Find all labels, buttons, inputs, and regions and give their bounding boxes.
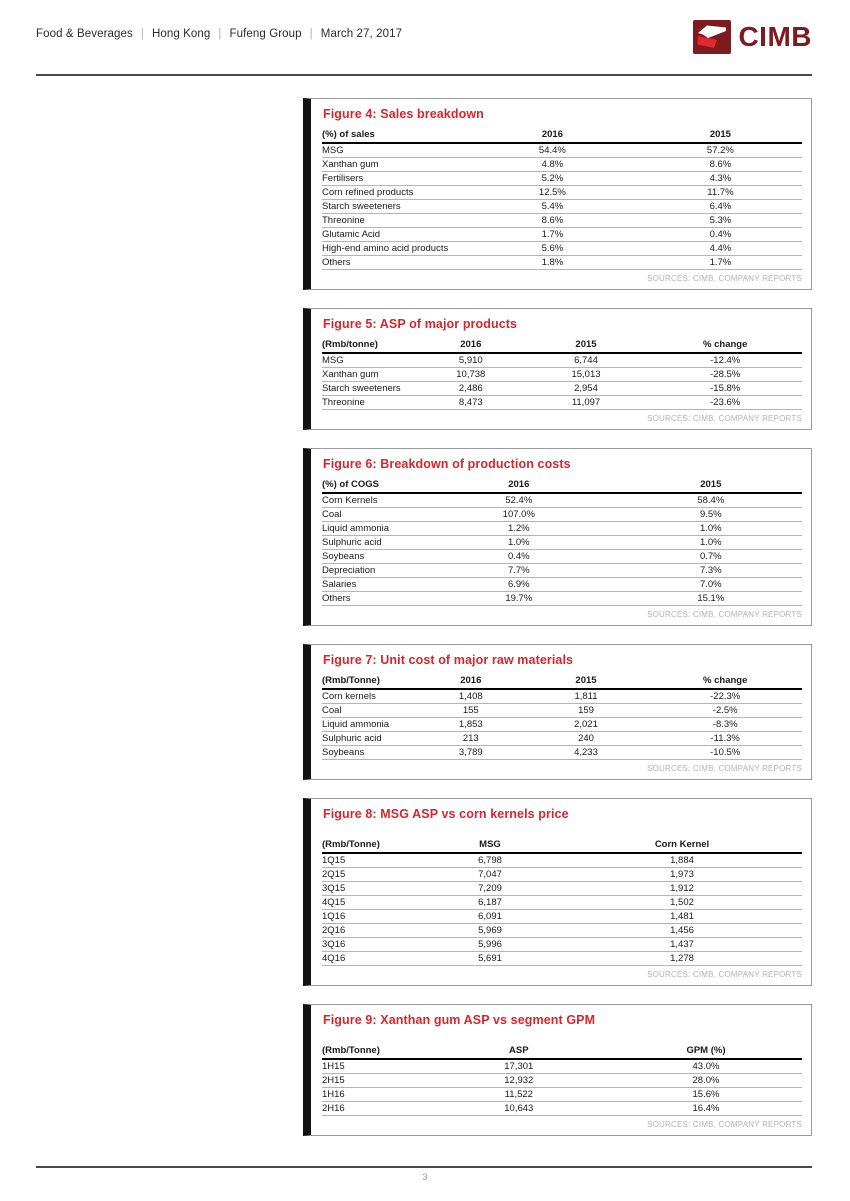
table-cell: 15.1% — [620, 592, 802, 606]
header-divider — [36, 74, 812, 76]
table-cell: 0.4% — [639, 228, 802, 242]
table-row — [322, 143, 802, 158]
page-number: 3 — [422, 1172, 428, 1183]
table-row — [322, 522, 802, 536]
table-row — [322, 924, 802, 938]
table-cell: Threonine — [322, 396, 418, 410]
column-header: 2015 — [639, 127, 802, 143]
table-cell: 159 — [524, 704, 649, 718]
table-row — [322, 853, 802, 868]
table-cell: 1,408 — [418, 689, 524, 704]
table-cell: 2H16 — [322, 1102, 428, 1116]
breadcrumb-date: March 27, 2017 — [320, 28, 403, 40]
source-note: SOURCES: CIMB, COMPANY REPORTS — [647, 970, 802, 979]
table-row — [322, 746, 802, 760]
column-header: ASP — [428, 1043, 610, 1059]
table-cell: 1,456 — [562, 924, 802, 938]
table-cell: 11,522 — [428, 1088, 610, 1102]
table-cell: Soybeans — [322, 746, 418, 760]
table-row — [322, 1102, 802, 1116]
table-cell: 6.9% — [418, 578, 620, 592]
table-cell: 1,811 — [524, 689, 649, 704]
table-cell: 0.4% — [418, 550, 620, 564]
figure-box — [303, 308, 812, 430]
table-cell: 4,233 — [524, 746, 649, 760]
table-cell: -15.8% — [648, 382, 802, 396]
table-cell: 7.0% — [620, 578, 802, 592]
column-header: 2016 — [466, 127, 639, 143]
table-header-row — [322, 837, 802, 853]
table-cell: -10.5% — [648, 746, 802, 760]
table-cell: 2,954 — [524, 382, 649, 396]
breadcrumb-company: Fufeng Group — [229, 28, 302, 40]
column-header: (Rmb/Tonne) — [322, 837, 418, 853]
table-cell: Corn refined products — [322, 186, 466, 200]
column-header: 2015 — [524, 337, 649, 353]
figure-table — [322, 837, 802, 966]
breadcrumb-separator: | — [218, 28, 222, 40]
table-cell: -8.3% — [648, 718, 802, 732]
table-header-row — [322, 1043, 802, 1059]
table-row — [322, 396, 802, 410]
table-cell: 10,738 — [418, 368, 524, 382]
table-cell: 1.0% — [620, 522, 802, 536]
table-cell: 19.7% — [418, 592, 620, 606]
column-header: 2015 — [524, 673, 649, 689]
table-cell: 1H16 — [322, 1088, 428, 1102]
table-cell: 7.3% — [620, 564, 802, 578]
figures-container — [303, 98, 812, 1154]
table-cell: Starch sweeteners — [322, 382, 418, 396]
table-cell: 1,278 — [562, 952, 802, 966]
table-cell: 11,097 — [524, 396, 649, 410]
table-row — [322, 952, 802, 966]
table-cell: 3Q16 — [322, 938, 418, 952]
table-cell: 4Q16 — [322, 952, 418, 966]
figure-table — [322, 337, 802, 410]
table-row — [322, 938, 802, 952]
table-cell: Threonine — [322, 214, 466, 228]
table-cell: 107.0% — [418, 508, 620, 522]
table-cell: Others — [322, 256, 466, 270]
column-header: 2016 — [418, 337, 524, 353]
source-note: SOURCES: CIMB, COMPANY REPORTS — [647, 1120, 802, 1129]
table-row — [322, 536, 802, 550]
table-cell: 4.3% — [639, 172, 802, 186]
figure-title: Figure 5: ASP of major products — [323, 317, 518, 331]
table-row — [322, 1088, 802, 1102]
source-note: SOURCES: CIMB, COMPANY REPORTS — [647, 274, 802, 283]
table-row — [322, 172, 802, 186]
table-cell: 1,437 — [562, 938, 802, 952]
table-cell: Salaries — [322, 578, 418, 592]
table-header-row — [322, 337, 802, 353]
table-cell: 2,486 — [418, 382, 524, 396]
table-cell: 15,013 — [524, 368, 649, 382]
table-row — [322, 368, 802, 382]
breadcrumb-separator: | — [140, 28, 144, 40]
column-header: 2016 — [418, 673, 524, 689]
table-cell: 7,047 — [418, 868, 562, 882]
breadcrumb-region: Hong Kong — [151, 28, 211, 40]
table-header-row — [322, 673, 802, 689]
column-header: GPM (%) — [610, 1043, 802, 1059]
table-row — [322, 718, 802, 732]
table-cell: 1,884 — [562, 853, 802, 868]
table-cell: Glutamic Acid — [322, 228, 466, 242]
table-cell: 6.4% — [639, 200, 802, 214]
table-row — [322, 256, 802, 270]
column-header: (Rmb/tonne) — [322, 337, 418, 353]
figure-title: Figure 4: Sales breakdown — [323, 107, 484, 121]
table-row — [322, 689, 802, 704]
source-note: SOURCES: CIMB, COMPANY REPORTS — [647, 764, 802, 773]
table-cell: 1.2% — [418, 522, 620, 536]
table-cell: Sulphuric acid — [322, 536, 418, 550]
cimb-logo-text: CIMB — [738, 21, 812, 52]
table-cell: 6,798 — [418, 853, 562, 868]
table-cell: 11.7% — [639, 186, 802, 200]
table-cell: -28.5% — [648, 368, 802, 382]
table-row — [322, 732, 802, 746]
figure-box — [303, 448, 812, 626]
breadcrumb-sector: Food & Beverages — [36, 28, 133, 40]
table-cell: Starch sweeteners — [322, 200, 466, 214]
table-cell: -23.6% — [648, 396, 802, 410]
figure-box — [303, 798, 812, 986]
table-cell: 28.0% — [610, 1074, 802, 1088]
table-cell: 7,209 — [418, 882, 562, 896]
table-row — [322, 353, 802, 368]
table-cell: 2Q15 — [322, 868, 418, 882]
table-cell: 5,969 — [418, 924, 562, 938]
figure-box — [303, 98, 812, 290]
breadcrumb — [36, 20, 402, 40]
table-row — [322, 592, 802, 606]
table-row — [322, 186, 802, 200]
table-row — [322, 896, 802, 910]
table-cell: 1.7% — [466, 228, 639, 242]
column-header: Corn Kernel — [562, 837, 802, 853]
figure-title: Figure 6: Breakdown of production costs — [323, 457, 571, 471]
table-cell: High-end amino acid products — [322, 242, 466, 256]
table-cell: 1.8% — [466, 256, 639, 270]
figure-table — [322, 673, 802, 760]
table-cell: 9.5% — [620, 508, 802, 522]
table-cell: -22.3% — [648, 689, 802, 704]
table-cell: 5.4% — [466, 200, 639, 214]
table-cell: 4.4% — [639, 242, 802, 256]
source-note: SOURCES: CIMB, COMPANY REPORTS — [647, 414, 802, 423]
table-row — [322, 242, 802, 256]
table-row — [322, 550, 802, 564]
table-cell: 1.0% — [418, 536, 620, 550]
table-cell: 1.7% — [639, 256, 802, 270]
column-header: 2015 — [620, 477, 802, 493]
table-cell: 1.0% — [620, 536, 802, 550]
table-cell: 57.2% — [639, 143, 802, 158]
table-cell: 5.2% — [466, 172, 639, 186]
figure-box — [303, 1004, 812, 1136]
table-cell: 2,021 — [524, 718, 649, 732]
table-cell: 1,481 — [562, 910, 802, 924]
table-row — [322, 578, 802, 592]
table-row — [322, 200, 802, 214]
table-cell: 7.7% — [418, 564, 620, 578]
table-cell: Others — [322, 592, 418, 606]
table-cell: -12.4% — [648, 353, 802, 368]
table-cell: 3Q15 — [322, 882, 418, 896]
table-cell: 43.0% — [610, 1059, 802, 1074]
table-cell: 58.4% — [620, 493, 802, 508]
table-cell: -11.3% — [648, 732, 802, 746]
figure-table — [322, 1043, 802, 1116]
figure-box — [303, 644, 812, 780]
table-cell: 10,643 — [428, 1102, 610, 1116]
table-cell: 5,996 — [418, 938, 562, 952]
column-header: (%) of COGS — [322, 477, 418, 493]
figure-table — [322, 477, 802, 606]
table-cell: 240 — [524, 732, 649, 746]
table-cell: 8,473 — [418, 396, 524, 410]
table-cell: 1,853 — [418, 718, 524, 732]
table-cell: 12.5% — [466, 186, 639, 200]
table-cell: 213 — [418, 732, 524, 746]
table-row — [322, 564, 802, 578]
table-cell: 12,932 — [428, 1074, 610, 1088]
table-cell: 15.6% — [610, 1088, 802, 1102]
table-cell: 8.6% — [466, 214, 639, 228]
table-row — [322, 704, 802, 718]
table-cell: Sulphuric acid — [322, 732, 418, 746]
breadcrumb-separator: | — [309, 28, 313, 40]
table-cell: MSG — [322, 143, 466, 158]
table-cell: 5,691 — [418, 952, 562, 966]
figure-title: Figure 9: Xanthan gum ASP vs segment GPM — [323, 1013, 596, 1027]
table-cell: 1,912 — [562, 882, 802, 896]
cimb-logo-icon — [693, 20, 731, 54]
column-header: (Rmb/Tonne) — [322, 673, 418, 689]
table-header-row — [322, 127, 802, 143]
table-cell: -2.5% — [648, 704, 802, 718]
table-cell: 5.3% — [639, 214, 802, 228]
table-row — [322, 1059, 802, 1074]
table-cell: Xanthan gum — [322, 158, 466, 172]
table-cell: Corn Kernels — [322, 493, 418, 508]
table-cell: Corn kernels — [322, 689, 418, 704]
table-row — [322, 493, 802, 508]
table-cell: Liquid ammonia — [322, 718, 418, 732]
column-header: 2016 — [418, 477, 620, 493]
table-cell: Coal — [322, 704, 418, 718]
figure-title: Figure 8: MSG ASP vs corn kernels price — [323, 807, 569, 821]
table-cell: 155 — [418, 704, 524, 718]
table-cell: 4.8% — [466, 158, 639, 172]
table-row — [322, 158, 802, 172]
table-row — [322, 228, 802, 242]
column-header: % change — [648, 673, 802, 689]
column-header: (Rmb/Tonne) — [322, 1043, 428, 1059]
cimb-logo — [693, 20, 812, 54]
table-cell: 3,789 — [418, 746, 524, 760]
table-cell: 4Q15 — [322, 896, 418, 910]
table-row — [322, 882, 802, 896]
table-row — [322, 214, 802, 228]
table-cell: 1,973 — [562, 868, 802, 882]
table-cell: 52.4% — [418, 493, 620, 508]
table-cell: 1Q16 — [322, 910, 418, 924]
figure-table — [322, 127, 802, 270]
table-cell: Coal — [322, 508, 418, 522]
column-header: (%) of sales — [322, 127, 466, 143]
table-row — [322, 508, 802, 522]
table-cell: Soybeans — [322, 550, 418, 564]
table-cell: 1,502 — [562, 896, 802, 910]
footer-divider — [36, 1166, 812, 1168]
column-header: % change — [648, 337, 802, 353]
table-cell: Liquid ammonia — [322, 522, 418, 536]
source-note: SOURCES: CIMB, COMPANY REPORTS — [647, 610, 802, 619]
table-row — [322, 1074, 802, 1088]
table-cell: Depreciation — [322, 564, 418, 578]
table-cell: Fertilisers — [322, 172, 466, 186]
table-row — [322, 868, 802, 882]
table-cell: 6,091 — [418, 910, 562, 924]
table-cell: 17,301 — [428, 1059, 610, 1074]
table-cell: MSG — [322, 353, 418, 368]
table-cell: 6,187 — [418, 896, 562, 910]
table-header-row — [322, 477, 802, 493]
figure-title: Figure 7: Unit cost of major raw materials — [323, 653, 574, 667]
table-cell: Xanthan gum — [322, 368, 418, 382]
table-row — [322, 910, 802, 924]
table-cell: 16.4% — [610, 1102, 802, 1116]
table-cell: 2Q16 — [322, 924, 418, 938]
report-header — [36, 20, 812, 54]
column-header: MSG — [418, 837, 562, 853]
table-cell: 5.6% — [466, 242, 639, 256]
table-cell: 5,910 — [418, 353, 524, 368]
table-cell: 8.6% — [639, 158, 802, 172]
table-cell: 2H15 — [322, 1074, 428, 1088]
table-cell: 54.4% — [466, 143, 639, 158]
table-cell: 1H15 — [322, 1059, 428, 1074]
table-row — [322, 382, 802, 396]
table-cell: 0.7% — [620, 550, 802, 564]
table-cell: 6,744 — [524, 353, 649, 368]
table-cell: 1Q15 — [322, 853, 418, 868]
